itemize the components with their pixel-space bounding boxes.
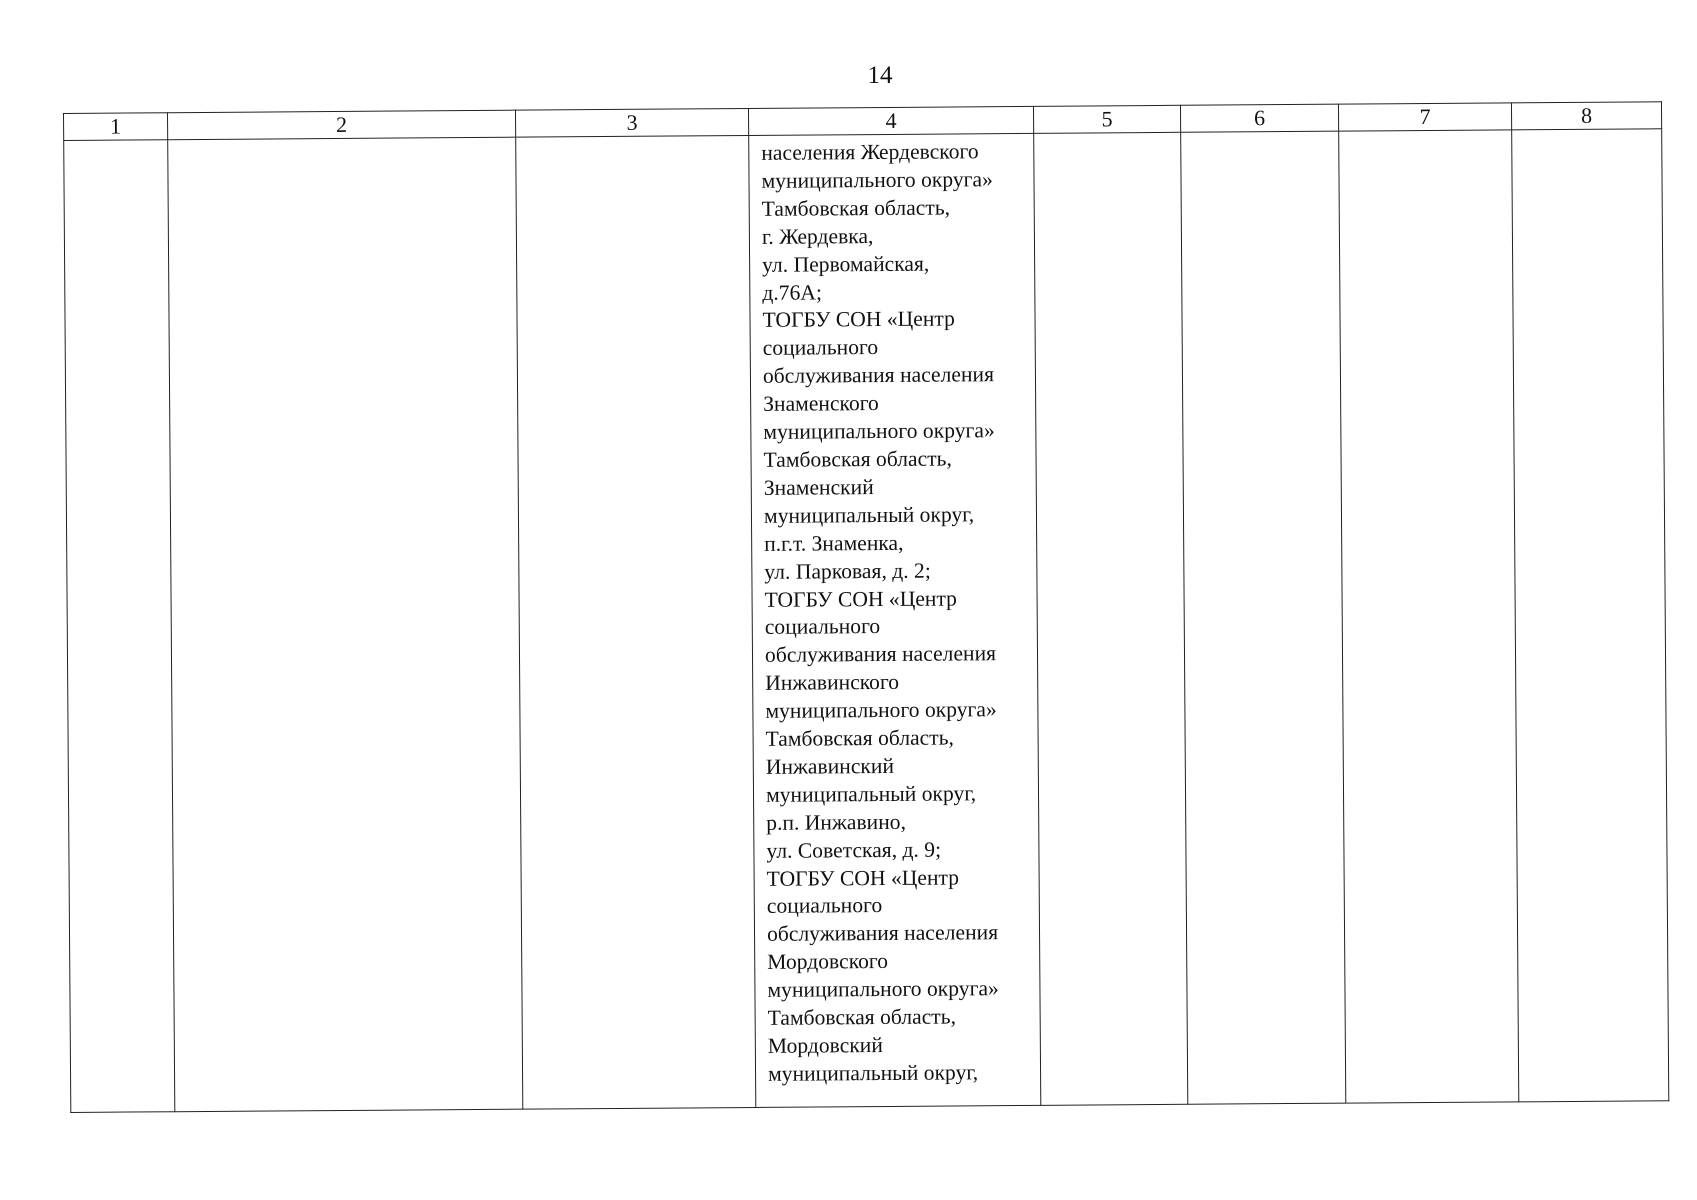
text-line: социального bbox=[762, 335, 879, 361]
text-line: Тамбовская область, bbox=[761, 195, 951, 221]
text-line: п.г.т. Знаменка, bbox=[764, 530, 904, 556]
text-line: ул. Первомайская, bbox=[762, 251, 930, 277]
text-line: ТОГБУ СОН «Центр bbox=[764, 585, 958, 612]
text-line: муниципального округа» bbox=[765, 697, 997, 723]
text-line: населения Жердевского bbox=[761, 139, 979, 165]
text-line: социального bbox=[766, 893, 883, 919]
cell-column-7 bbox=[1339, 130, 1519, 1103]
column-header-6: 6 bbox=[1180, 104, 1338, 132]
text-line: Инжавинский bbox=[765, 753, 895, 779]
text-line: Мордовский bbox=[767, 1033, 883, 1058]
document-table bbox=[63, 101, 1669, 1113]
text-line: р.п. Инжавино, bbox=[766, 809, 907, 835]
text-line: Тамбовская область, bbox=[763, 446, 952, 472]
column-header-4: 4 bbox=[748, 106, 1033, 135]
text-line: Знаменского bbox=[763, 391, 879, 417]
table-row bbox=[64, 129, 1669, 1113]
text-line: Тамбовская область, bbox=[765, 725, 954, 751]
text-line: ТОГБУ СОН «Центр bbox=[762, 306, 955, 333]
text-line: Знаменский bbox=[763, 474, 874, 500]
column-header-2: 2 bbox=[168, 110, 516, 140]
text-line: Мордовского bbox=[767, 949, 889, 975]
column-header-5: 5 bbox=[1033, 105, 1180, 133]
text-line: ул. Советская, д. 9; bbox=[766, 837, 942, 863]
column-header-3: 3 bbox=[515, 108, 748, 137]
text-line: муниципального округа» bbox=[767, 976, 999, 1003]
text-line: обслуживания населения bbox=[766, 920, 999, 947]
text-line: муниципальный округ, bbox=[767, 1060, 979, 1086]
text-line: муниципального округа» bbox=[761, 167, 993, 193]
column-header-8: 8 bbox=[1511, 102, 1661, 130]
text-line: обслуживания населения bbox=[762, 362, 995, 389]
cell-column-5 bbox=[1034, 132, 1188, 1105]
text-line: муниципальный округ, bbox=[763, 502, 975, 528]
text-line: обслуживания населения bbox=[764, 641, 997, 668]
column-header-1: 1 bbox=[64, 113, 168, 141]
cell-column-1 bbox=[64, 140, 175, 1113]
text-line: муниципальный округ, bbox=[765, 781, 977, 807]
text-line: г. Жердевка, bbox=[761, 223, 874, 249]
cell-column-2 bbox=[168, 137, 523, 1112]
cell-column-3 bbox=[516, 135, 756, 1109]
text-line: д.76А; bbox=[762, 279, 822, 305]
column-4-text bbox=[749, 134, 1040, 1089]
cell-column-8 bbox=[1512, 129, 1669, 1102]
cell-column-6 bbox=[1181, 131, 1346, 1104]
text-line: Инжавинского bbox=[765, 670, 900, 696]
text-line: муниципального округа» bbox=[763, 418, 995, 444]
page-number: 14 bbox=[867, 62, 893, 89]
cell-column-4 bbox=[749, 133, 1041, 1107]
column-header-7: 7 bbox=[1338, 103, 1511, 131]
text-line: Тамбовская область, bbox=[767, 1004, 957, 1030]
text-line: ТОГБУ СОН «Центр bbox=[766, 865, 960, 891]
text-line: ул. Парковая, д. 2; bbox=[764, 558, 931, 584]
text-line: социального bbox=[764, 614, 881, 640]
